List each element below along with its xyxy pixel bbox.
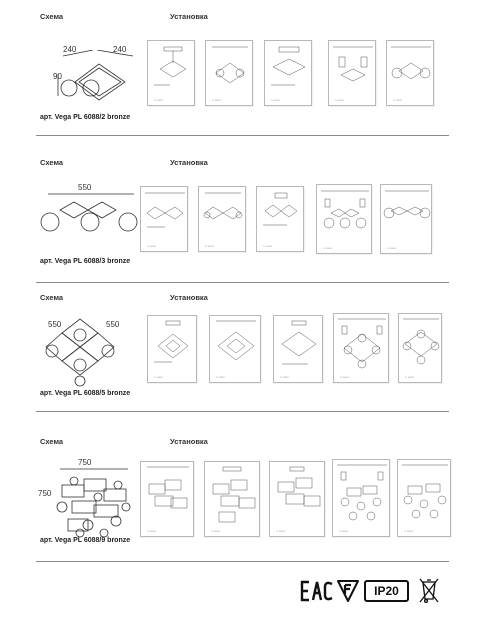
article-number: арт. Vega PL 6088/5 bronze — [40, 390, 131, 397]
panel-caption: PL 6088/2 — [271, 100, 281, 102]
section-vega-5 — [0, 283, 481, 413]
panel-caption: PL 6088/5 — [154, 377, 164, 379]
section-divider — [36, 561, 449, 562]
panel-caption: PL 6088/9 — [404, 531, 414, 533]
panel-caption: PL 6088/9 — [339, 531, 349, 533]
article-number: арт. Vega PL 6088/2 bronze — [40, 114, 131, 121]
install-step-5 — [397, 459, 451, 537]
install-step-2 — [209, 315, 261, 383]
panel-caption: PL 6088/9 — [276, 531, 286, 533]
install-label: Установка — [170, 293, 208, 302]
install-step-5 — [380, 184, 432, 254]
scheme-drawing — [55, 50, 145, 110]
panel-caption: PL 6088/5 — [280, 377, 290, 379]
install-step-5 — [386, 40, 434, 106]
dim-width-left: 550 — [48, 320, 62, 329]
dim-height: 750 — [38, 489, 52, 498]
install-step-3 — [269, 461, 325, 537]
panel-caption: PL 6088/3 — [323, 248, 333, 250]
f-mark-icon — [336, 579, 360, 603]
panel-caption: PL 6088/5 — [340, 377, 350, 379]
install-step-4 — [316, 184, 372, 254]
install-step-3 — [256, 186, 304, 252]
panel-caption: PL 6088/3 — [205, 246, 215, 248]
dim-width-right: 240 — [113, 45, 127, 54]
scheme-drawing — [38, 192, 138, 242]
install-step-1 — [147, 40, 195, 106]
scheme-label: Схема — [40, 158, 64, 167]
dim-width-left: 240 — [63, 45, 77, 54]
panel-caption: PL 6088/9 — [147, 531, 157, 533]
ip-rating-badge: IP20 — [364, 580, 409, 602]
section-vega-3 — [0, 140, 481, 280]
panel-caption: PL 6088/3 — [147, 246, 157, 248]
scheme-drawing — [40, 313, 120, 387]
scheme-label: Схема — [40, 293, 64, 302]
crossed-bin-icon — [418, 577, 440, 605]
panel-caption: PL 6088/5 — [216, 377, 226, 379]
install-step-1 — [140, 461, 194, 537]
panel-caption: PL 6088/3 — [387, 248, 397, 250]
scheme-label: Схема — [40, 437, 64, 446]
install-step-3 — [264, 40, 312, 106]
install-label: Установка — [170, 437, 208, 446]
panel-caption: PL 6088/9 — [211, 531, 221, 533]
panel-caption: PL 6088/2 — [393, 100, 403, 102]
install-step-5 — [398, 313, 442, 383]
install-step-1 — [147, 315, 197, 383]
panel-caption: PL 6088/2 — [335, 100, 345, 102]
section-vega-9 — [0, 425, 481, 565]
install-step-2 — [204, 461, 260, 537]
article-number: арт. Vega PL 6088/9 bronze — [40, 537, 131, 544]
eac-mark-icon — [300, 580, 334, 602]
install-step-2 — [205, 40, 253, 106]
dim-width: 550 — [78, 183, 92, 192]
dim-width-right: 550 — [106, 320, 120, 329]
dim-width: 750 — [78, 458, 92, 467]
install-step-2 — [198, 186, 246, 252]
panel-caption: PL 6088/2 — [212, 100, 222, 102]
panel-caption: PL 6088/3 — [263, 246, 273, 248]
install-step-1 — [140, 186, 188, 252]
install-step-4 — [328, 40, 376, 106]
install-step-3 — [273, 315, 323, 383]
install-step-4 — [333, 313, 389, 383]
panel-caption: PL 6088/2 — [154, 100, 164, 102]
section-divider — [36, 411, 449, 412]
scheme-label: Схема — [40, 12, 64, 21]
install-label: Установка — [170, 158, 208, 167]
install-step-4 — [332, 459, 390, 537]
section-vega-2 — [0, 0, 481, 140]
section-divider — [36, 135, 449, 136]
article-number: арт. Vega PL 6088/3 bronze — [40, 258, 131, 265]
panel-caption: PL 6088/5 — [405, 377, 415, 379]
dim-height: 90 — [53, 72, 62, 81]
scheme-drawing — [54, 467, 134, 541]
install-label: Установка — [170, 12, 208, 21]
